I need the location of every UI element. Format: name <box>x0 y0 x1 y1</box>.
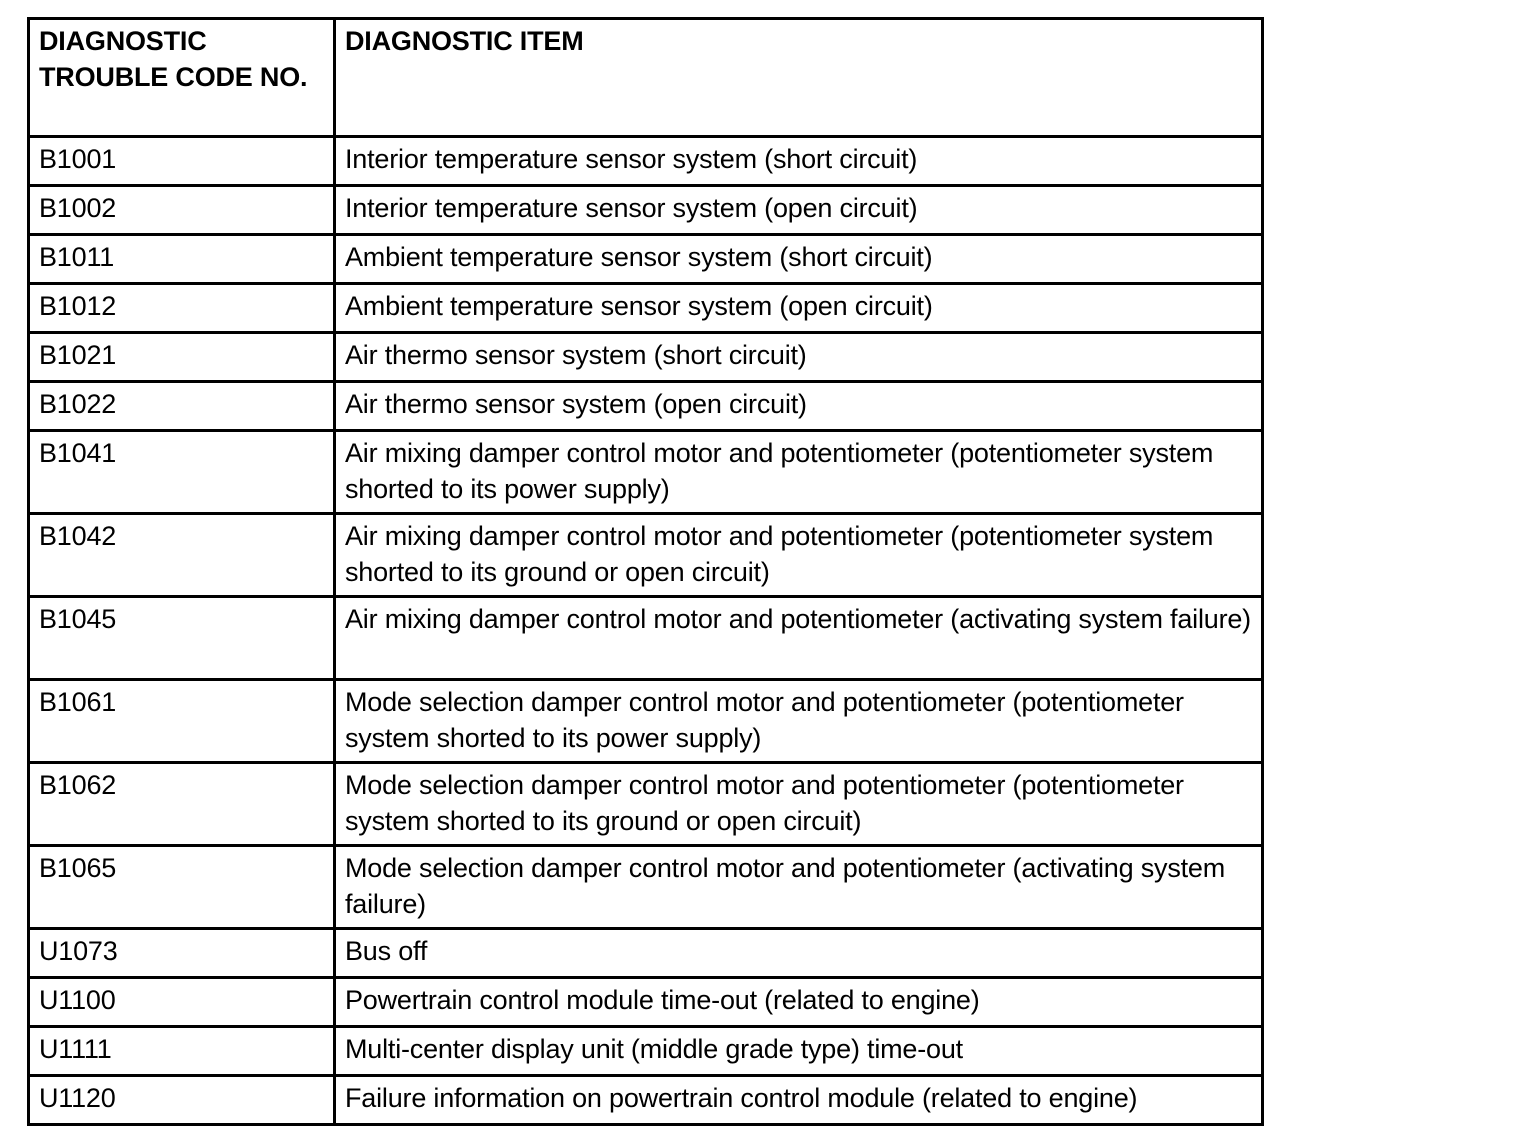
item-cell: Interior temperature sensor system (open circuit) <box>335 186 1263 235</box>
item-cell: Ambient temperature sensor system (short circuit) <box>335 235 1263 284</box>
code-cell: U1120 <box>29 1076 335 1125</box>
code-cell: B1065 <box>29 846 335 929</box>
item-cell: Mode selection damper control motor and potentiometer (potentiometer system shorted to its power supply) <box>335 680 1263 763</box>
item-cell: Failure information on powertrain control module (related to engine) <box>335 1076 1263 1125</box>
code-cell: U1073 <box>29 929 335 978</box>
code-cell: B1041 <box>29 431 335 514</box>
item-cell: Interior temperature sensor system (short circuit) <box>335 137 1263 186</box>
item-cell: Multi-center display unit (middle grade type) time-out <box>335 1027 1263 1076</box>
table-row <box>29 929 1263 978</box>
item-cell: Mode selection damper control motor and potentiometer (potentiometer system shorted to its ground or open circuit) <box>335 763 1263 846</box>
item-cell: Air mixing damper control motor and potentiometer (potentiometer system shorted to its power supply) <box>335 431 1263 514</box>
diagnostic-trouble-code-table <box>27 17 1264 1126</box>
item-cell: Bus off <box>335 929 1263 978</box>
table-row <box>29 382 1263 431</box>
code-cell: B1021 <box>29 333 335 382</box>
header-code: DIAGNOSTIC TROUBLE CODE NO. <box>29 19 335 137</box>
item-cell: Air thermo sensor system (open circuit) <box>335 382 1263 431</box>
table-row <box>29 846 1263 929</box>
table-row <box>29 597 1263 680</box>
code-cell: B1042 <box>29 514 335 597</box>
code-cell: B1002 <box>29 186 335 235</box>
table-row <box>29 235 1263 284</box>
code-cell: B1045 <box>29 597 335 680</box>
table-row <box>29 284 1263 333</box>
table-row <box>29 978 1263 1027</box>
item-cell: Air mixing damper control motor and potentiometer (activating system failure) <box>335 597 1263 680</box>
code-cell: U1100 <box>29 978 335 1027</box>
code-cell: U1111 <box>29 1027 335 1076</box>
table-row <box>29 333 1263 382</box>
table-header-row <box>29 19 1263 137</box>
header-item: DIAGNOSTIC ITEM <box>335 19 1263 137</box>
item-cell: Ambient temperature sensor system (open circuit) <box>335 284 1263 333</box>
table-row <box>29 1076 1263 1125</box>
table-row <box>29 137 1263 186</box>
code-cell: B1011 <box>29 235 335 284</box>
table-row <box>29 680 1263 763</box>
code-cell: B1022 <box>29 382 335 431</box>
code-cell: B1012 <box>29 284 335 333</box>
item-cell: Air thermo sensor system (short circuit) <box>335 333 1263 382</box>
code-cell: B1061 <box>29 680 335 763</box>
code-cell: B1062 <box>29 763 335 846</box>
item-cell: Mode selection damper control motor and potentiometer (activating system failure) <box>335 846 1263 929</box>
item-cell: Air mixing damper control motor and potentiometer (potentiometer system shorted to its ground or open circuit) <box>335 514 1263 597</box>
table-row <box>29 514 1263 597</box>
code-cell: B1001 <box>29 137 335 186</box>
table-row <box>29 431 1263 514</box>
table-row <box>29 1027 1263 1076</box>
item-cell: Powertrain control module time-out (related to engine) <box>335 978 1263 1027</box>
table-row <box>29 763 1263 846</box>
table-row <box>29 186 1263 235</box>
